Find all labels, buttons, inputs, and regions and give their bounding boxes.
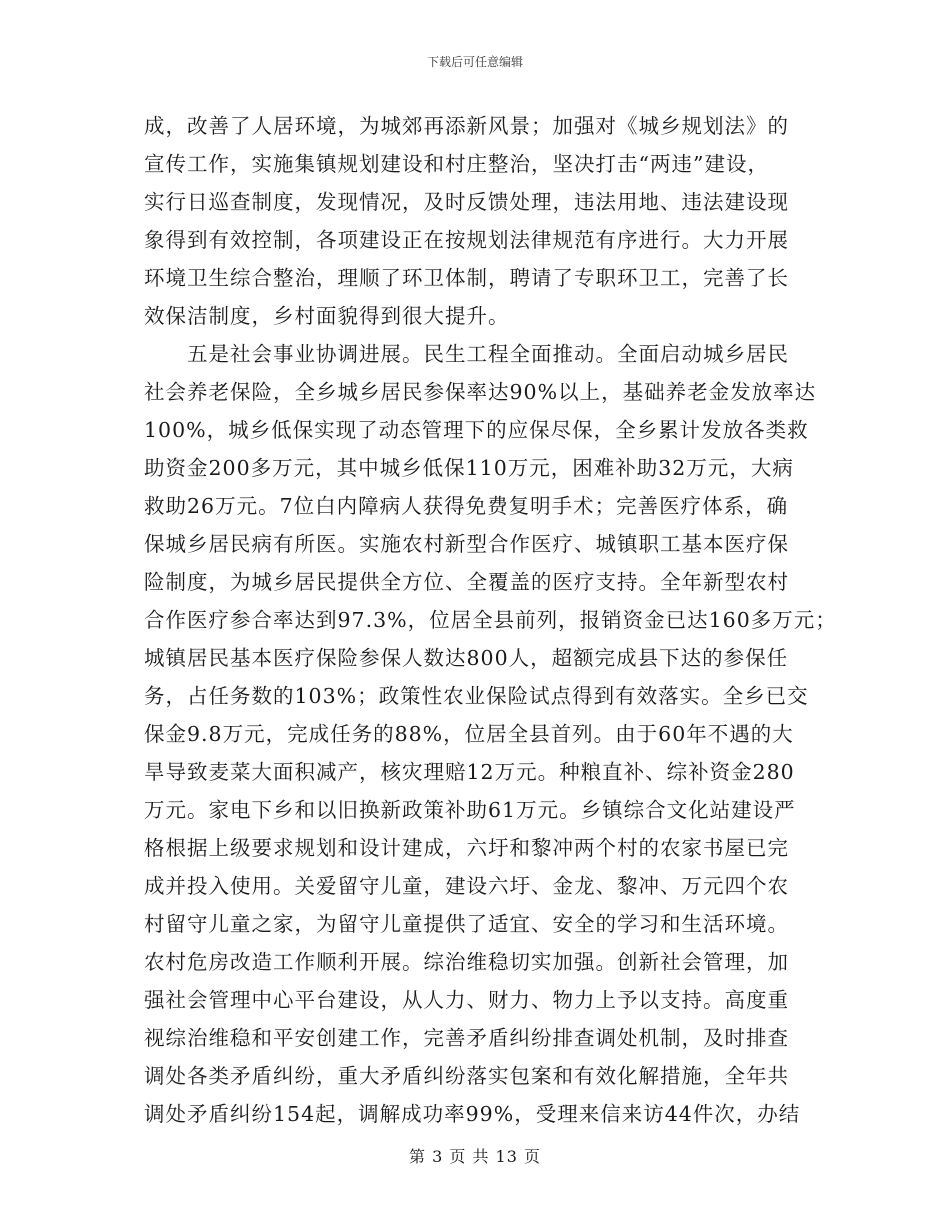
body-line: 旱导致麦菜大面积减产，核灾理赔12万元。种粮直补、综补资金280 <box>144 760 795 784</box>
body-line: 合作医疗参合率达到97.3%，位居全县前列，报销资金已达160多万元； <box>144 608 837 632</box>
body-line: 农村危房改造工作顺利开展。综治维稳切实加强。创新社会管理，加 <box>144 950 789 974</box>
body-line: 万元。家电下乡和以旧换新政策补助61万元。乡镇综合文化站建设严 <box>144 798 796 822</box>
body-line: 助资金200多万元，其中城乡低保110万元，困难补助32万元，大病 <box>144 456 794 480</box>
page-number-footer: 第 3 页 共 13 页 <box>409 1147 541 1166</box>
document-body <box>144 107 837 1133</box>
body-line: 宣传工作，实施集镇规划建设和村庄整治，坚决打击“两违”建设， <box>144 152 769 176</box>
body-line: 五是社会事业协调进展。民生工程全面推动。全面启动城乡居民 <box>144 342 789 366</box>
body-line: 成，改善了人居环境，为城郊再添新风景；加强对《城乡规划法》的 <box>144 114 789 138</box>
body-line: 强社会管理中心平台建设，从人力、财力、物力上予以支持。高度重 <box>144 988 789 1012</box>
body-line: 村留守儿童之家，为留守儿童提供了适宜、安全的学习和生活环境。 <box>144 912 789 936</box>
body-line: 100%，城乡低保实现了动态管理下的应保尽保，全乡累计发放各类救 <box>144 418 809 442</box>
page-header: 下载后可任意编辑 <box>426 55 523 69</box>
body-line: 调处各类矛盾纠纷，重大矛盾纠纷落实包案和有效化解措施，全年共 <box>144 1064 789 1088</box>
body-line: 救助26万元。7位白内障病人获得免费复明手术；完善医疗体系，确 <box>144 494 789 518</box>
body-line: 环境卫生综合整治，理顺了环卫体制，聘请了专职环卫工，完善了长 <box>144 266 789 290</box>
body-line: 险制度，为城乡居民提供全方位、全覆盖的医疗支持。全年新型农村 <box>144 570 789 594</box>
body-line: 象得到有效控制，各项建设正在按规划法律规范有序进行。大力开展 <box>144 228 789 252</box>
body-line: 社会养老保险，全乡城乡居民参保率达90%以上，基础养老金发放率达 <box>144 380 817 404</box>
body-line: 成并投入使用。关爱留守儿童，建设六圩、金龙、黎冲、万元四个农 <box>144 874 789 898</box>
body-line: 保城乡居民病有所医。实施农村新型合作医疗、城镇职工基本医疗保 <box>144 532 789 556</box>
body-line: 实行日巡查制度，发现情况，及时反馈处理，违法用地、违法建设现 <box>144 190 789 214</box>
body-line: 保金9.8万元，完成任务的88%，位居全县首列。由于60年不遇的大 <box>144 722 794 746</box>
body-line: 视综治维稳和平安创建工作，完善矛盾纠纷排查调处机制，及时排查 <box>144 1026 789 1050</box>
body-line: 格根据上级要求规划和设计建成，六圩和黎冲两个村的农家书屋已完 <box>144 836 789 860</box>
body-line: 调处矛盾纠纷154起，调解成功率99%，受理来信来访44件次，办结 <box>144 1102 801 1126</box>
body-line: 城镇居民基本医疗保险参保人数达800人，超额完成县下达的参保任 <box>144 646 789 670</box>
body-line: 务，占任务数的103%；政策性农业保险试点得到有效落实。全乡已交 <box>144 684 809 708</box>
body-line: 效保洁制度，乡村面貌得到很大提升。 <box>144 304 510 328</box>
